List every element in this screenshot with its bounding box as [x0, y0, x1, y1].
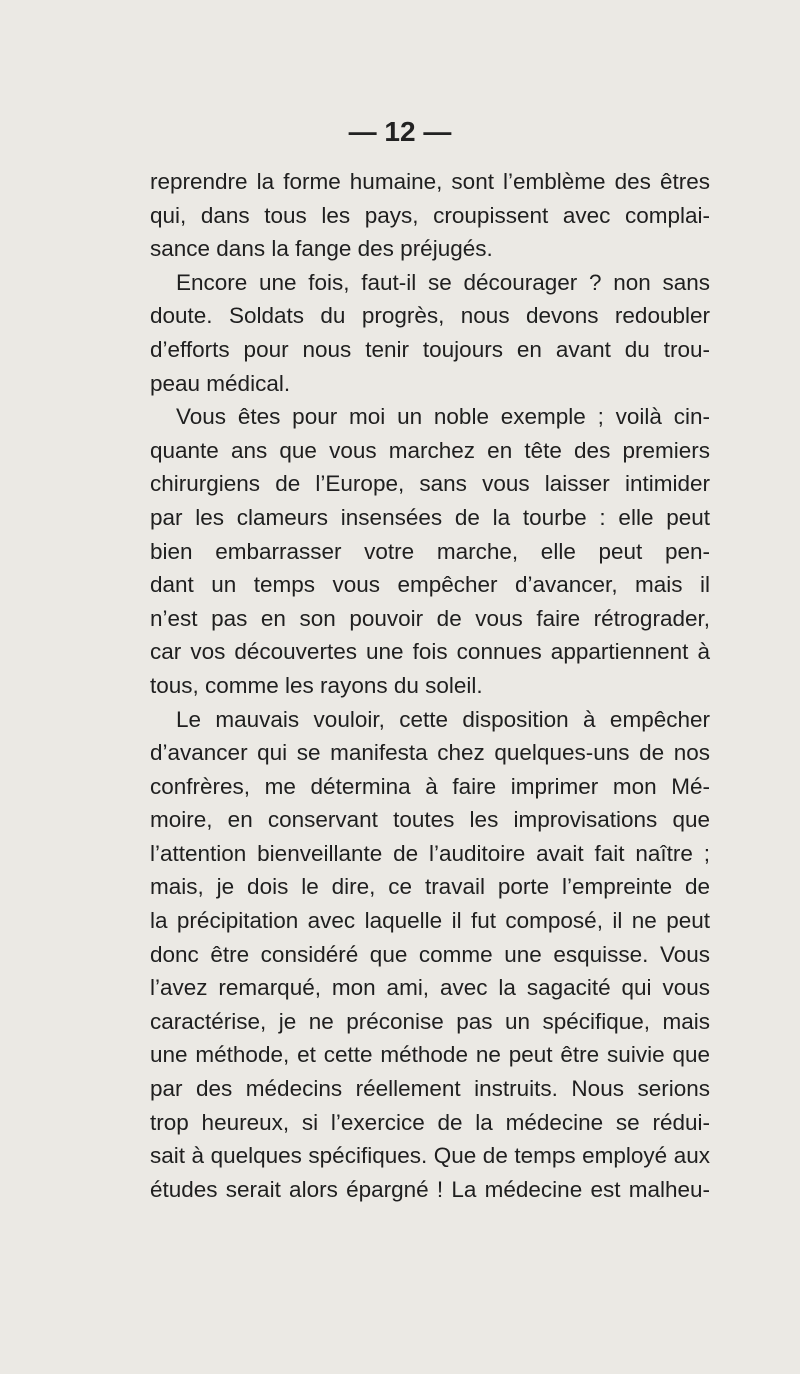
text-line: une méthode, et cette méthode ne peut être suivie que	[150, 1042, 710, 1068]
text-line: tous, comme les rayons du soleil.	[150, 672, 483, 698]
text-line: sance dans la fange des préjugés.	[150, 236, 493, 262]
text-line: par les clameurs insensées de la tourbe : elle peut	[150, 504, 710, 530]
text-line: qui, dans tous les pays, croupissent avec complai-	[150, 202, 710, 228]
text-line: sait à quelques spécifiques. Que de temps employé aux	[150, 1143, 710, 1169]
page-number: — 12 —	[348, 116, 452, 147]
text-line: études serait alors épargné ! La médecine est malheu-	[150, 1176, 710, 1202]
text-line: confrères, me détermina à faire imprimer mon Mé-	[150, 773, 710, 799]
text-line: l’attention bienveillante de l’auditoire avait fait naître ;	[150, 840, 710, 866]
text-line: par des médecins réellement instruits. Nous serions	[150, 1076, 710, 1102]
text-line: quante ans que vous marchez en tête des premiers	[150, 437, 710, 463]
text-line: trop heureux, si l’exercice de la médecine se rédui-	[150, 1109, 710, 1135]
text-line: moire, en conservant toutes les improvisations que	[150, 807, 710, 833]
text-line: dant un temps vous empêcher d’avancer, mais il	[150, 572, 710, 598]
text-line: mais, je dois le dire, ce travail porte l’empreinte de	[150, 874, 710, 900]
text-line: Encore une fois, faut-il se décourager ? non sans	[176, 269, 710, 295]
text-line: caractérise, je ne préconise pas un spécifique, mais	[150, 1008, 710, 1034]
text-line: d’efforts pour nous tenir toujours en avant du trou-	[150, 336, 710, 362]
text-line: Vous êtes pour moi un noble exemple ; voilà cin-	[176, 404, 710, 430]
text-line: chirurgiens de l’Europe, sans vous laisser intimider	[150, 471, 710, 497]
text-line: Le mauvais vouloir, cette disposition à empêcher	[176, 706, 710, 732]
text-line: n’est pas en son pouvoir de vous faire rétrograder,	[150, 605, 710, 631]
text-line: peau médical.	[150, 370, 291, 396]
text-line: d’avancer qui se manifesta chez quelques-uns de nos	[150, 740, 710, 766]
text-line: doute. Soldats du progrès, nous devons redoubler	[150, 303, 710, 329]
body-text	[150, 165, 710, 1206]
text-line: bien embarrasser votre marche, elle peut pen-	[150, 538, 710, 564]
text-line: la précipitation avec laquelle il fut composé, il ne peut	[150, 908, 710, 934]
text-line: reprendre la forme humaine, sont l’emblème des êtres	[150, 169, 710, 194]
text-line: car vos découvertes une fois connues appartiennent à	[150, 639, 710, 665]
text-line: donc être considéré que comme une esquisse. Vous	[150, 941, 710, 967]
text-line: l’avez remarqué, mon ami, avec la sagacité qui vous	[150, 975, 710, 1001]
